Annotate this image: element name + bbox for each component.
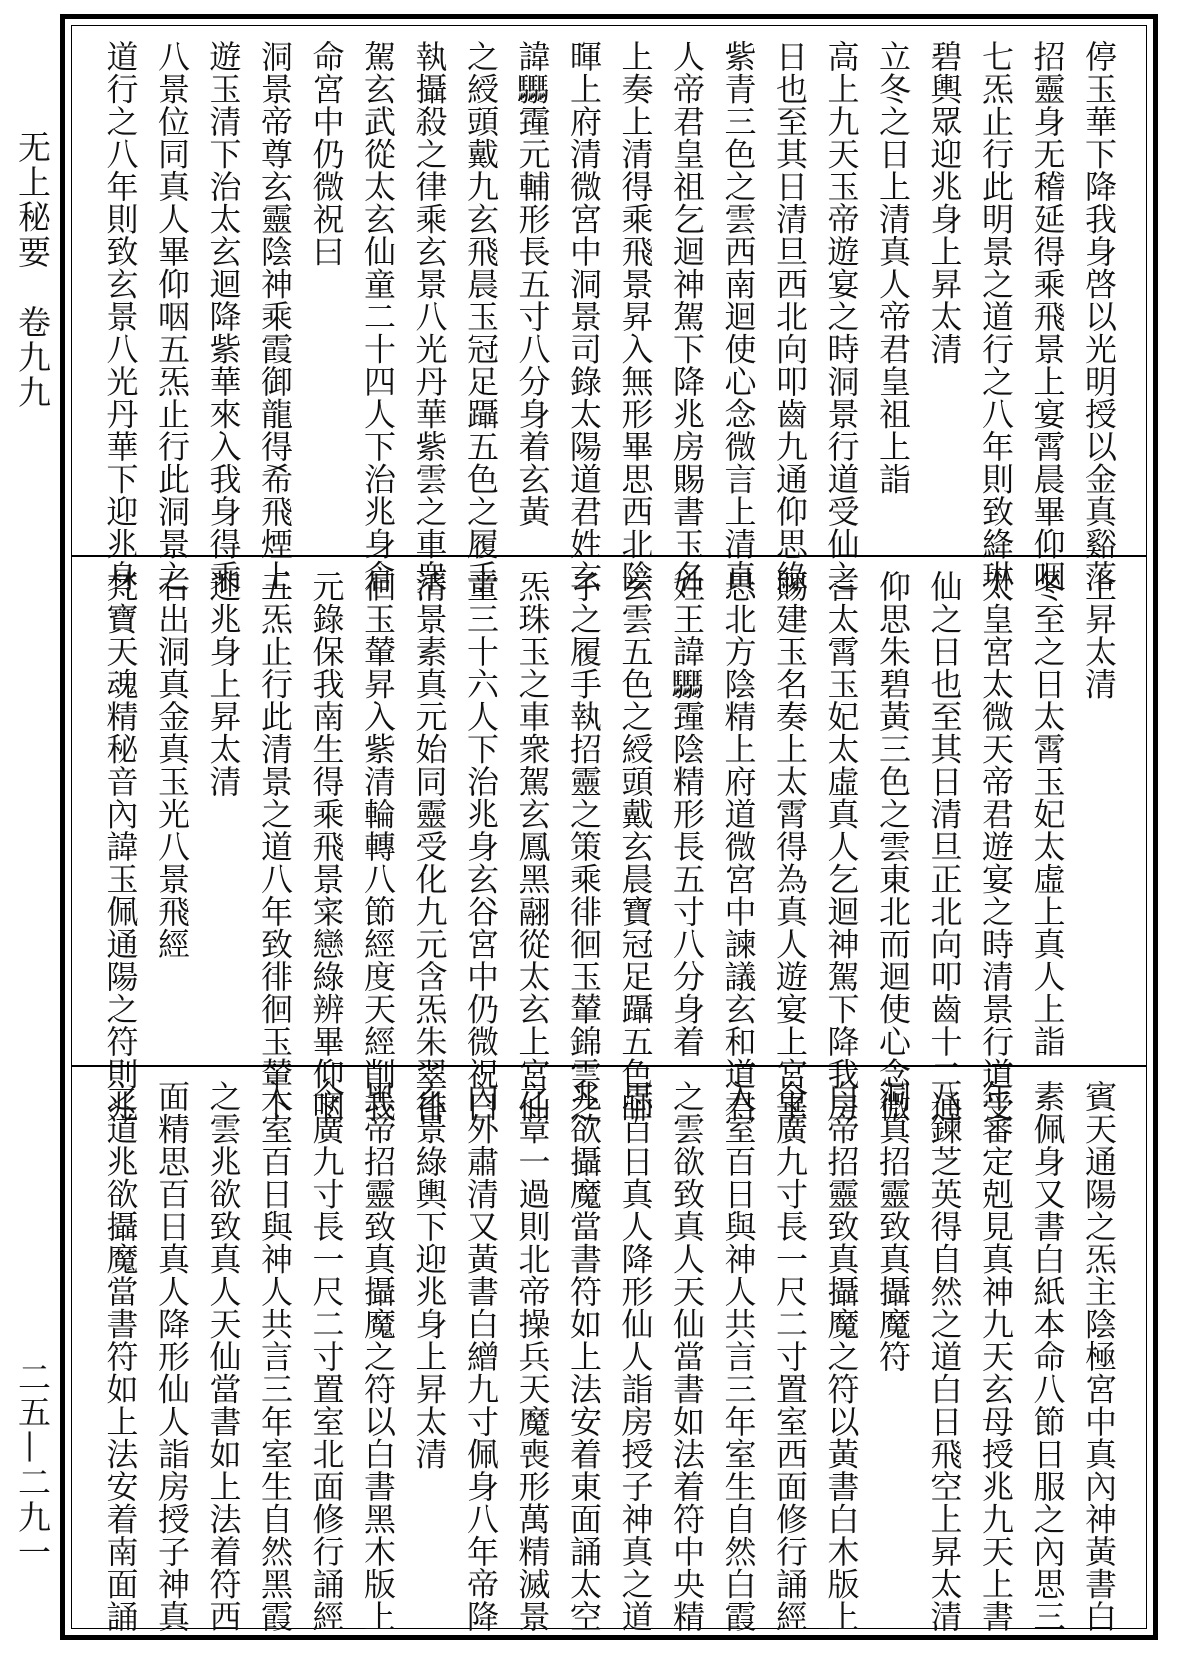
text-line: 梵寶天魂精秘音內諱玉佩通陽之符則兆 [101, 570, 140, 1123]
text-line: 之道兆欲攝魔當書符如上法安着南面誦 [101, 1080, 140, 1633]
text-line: 內外肅清又黃書白繒九寸佩身八年帝降 [462, 1080, 500, 1633]
text-line: 年審定剋見真神九天玄母授兆九天上書 [977, 1080, 1015, 1633]
text-line: 兆欲攝魔當書符如上法安着東面誦太空 [565, 1080, 603, 1633]
text-line: 炁珠玉之車衆駕玄鳳黑翮從太玄上宮仙 [513, 570, 552, 1123]
text-line: 執攝殺之律乘玄景八光丹華紫雲之車衆 [410, 40, 449, 593]
text-line: 玄景綠輿下迎兆身上昇太清 [410, 1080, 449, 1470]
text-section-3 [72, 1066, 1146, 1634]
text-line: 立冬之日上清真人帝君皇祖上詣 [874, 40, 912, 495]
text-line: 言太霄玉妃太虛真人乞迴神駕下降我房 [822, 570, 861, 1123]
text-line: 令廣九寸長一尺二寸置室北面修行誦經 [307, 1080, 346, 1633]
text-line: 洞景帝尊玄靈陰神乘霞御龍得希飛煙上 [256, 40, 294, 593]
text-line: 之雲欲致真人天仙當書如法着符中央精 [668, 1080, 706, 1633]
text-section-2 [72, 556, 1146, 1123]
text-line: 日也至其日清旦西北向叩齒九通仰思綠 [771, 40, 809, 593]
text-line: 入室百日與神人共言三年室生自然黑霞 [256, 1080, 294, 1633]
text-line: 右出洞真金真玉光八景飛經 [153, 570, 191, 960]
text-line: 思北方陰精上府道微宮中諫議玄和道君 [719, 570, 758, 1123]
text-column-block [94, 40, 1124, 593]
text-column-block [94, 570, 1124, 1123]
text-line: 紫青三色之雲西南迴使心念微言上清真 [719, 40, 758, 593]
text-line: 元錄保我南生得乘飛景寀戀綠辨畢仰咽 [307, 570, 346, 1123]
text-line: 迎兆身上昇太清 [204, 570, 243, 798]
margin-page-number: 二五—二九一 [13, 1360, 52, 1570]
page-frame-inner [71, 25, 1147, 1633]
text-line: 之雲兆欲致真人天仙當書如上法着符西 [204, 1080, 243, 1633]
text-line: 白帝招靈致真攝魔之符以黃書白木版上 [822, 1080, 861, 1633]
text-line: 素佩身又書白紙本命八節日服之內思三 [1028, 1080, 1067, 1633]
text-line: 八景位同真人畢仰咽五炁止行此洞景之 [153, 40, 191, 593]
text-line: 之綬頭戴九玄飛晨玉冠足躡五色之履手 [462, 40, 500, 593]
text-line: 令廣九寸長一尺二寸置室西面修行誦經 [771, 1080, 809, 1633]
text-line: 洞真招靈致真攝魔符 [874, 1080, 912, 1373]
text-line: 姓王諱𩧢䨪陰精形長五寸八分身着 [668, 570, 706, 1058]
text-line: 暉上府清微宮中洞景司錄太陽道君姓玄 [565, 40, 603, 593]
text-line: 入室百日與神人共言三年室生自然白霞 [719, 1080, 758, 1633]
text-line: 上奏上清得乘飛景昇入無形畢思西北陰 [616, 40, 655, 593]
text-line: 駕玄武從太玄仙童二十四人下治兆身倉 [359, 40, 397, 593]
text-line: 高上九天玉帝遊宴之時洞景行道受仙之 [822, 40, 861, 593]
text-line: 命宮中仍微祝曰 [307, 40, 346, 268]
text-line: 諱𩧢䨪元輔形長五寸八分身着玄黃 [513, 40, 552, 528]
text-section-1 [72, 26, 1146, 593]
text-line: 清景素真元始同靈受化九元含炁朱翠徘 [410, 570, 449, 1123]
text-line: 上昇太清 [1080, 570, 1118, 700]
text-line: 五炁止行此清景之道八年致徘徊玉輦下 [256, 570, 294, 1123]
text-line: 玄雲五色之綬頭戴玄晨寶冠足躡五色師 [616, 570, 655, 1123]
text-line: 冬至之日太霄玉妃太虛上真人上詣 [1028, 570, 1067, 1058]
text-line: 太皇宮太微天帝君遊宴之時清景行道受 [977, 570, 1015, 1123]
text-line: 八鍊芝英得自然之道白日飛空上昇太清 [925, 1080, 964, 1633]
text-line: 停玉華下降我身啓以光明授以金真谿落 [1080, 40, 1118, 593]
text-line: 人帝君皇祖乞迴神駕下降兆房賜書玉名 [668, 40, 706, 593]
text-line: 子之履手執招靈之策乘徘徊玉輦錦雲之 [565, 570, 603, 1123]
margin-book-title: 无上秘要 卷九九 [13, 130, 52, 410]
text-line: 童三十六人下治兆身玄谷宮中仍微祝曰 [462, 570, 500, 1123]
text-line: 賜建玉名奏上太霄得為真人遊宴上宮畢 [771, 570, 809, 1123]
text-line: 招靈身无稽延得乘飛景上宴霄晨畢仰咽 [1028, 40, 1067, 593]
text-line: 之章一過則北帝操兵天魔喪形萬精滅景 [513, 1080, 552, 1633]
text-line: 仰思朱碧黃三色之雲東北而迴使心念微 [874, 570, 912, 1123]
text-line: 徊玉輦昇入紫清輪轉八節經度天經削我 [359, 570, 397, 1123]
text-line: 仙之日也至其日清旦正北向叩齒十二通 [925, 570, 964, 1123]
text-line: 面精思百日真人降形仙人詣房授子神真 [153, 1080, 191, 1633]
text-line: 七炁止行此明景之道行之八年則致絳琳 [977, 40, 1015, 593]
page-frame [60, 14, 1158, 1640]
text-line: 遊玉清下治太玄迴降紫華來入我身得乘 [204, 40, 243, 593]
text-line: 黑帝招靈致真攝魔之符以白書黑木版上 [359, 1080, 397, 1633]
text-line: 道行之八年則致玄景八光丹華下迎兆身 [101, 40, 140, 593]
text-line: 思百日真人降形仙人詣房授子神真之道 [616, 1080, 655, 1633]
text-line: 碧輿眾迎兆身上昇太清 [925, 40, 964, 365]
text-column-block [94, 1080, 1124, 1633]
text-line: 賓天通陽之炁主陰極宮中真內神黃書白 [1080, 1080, 1118, 1633]
